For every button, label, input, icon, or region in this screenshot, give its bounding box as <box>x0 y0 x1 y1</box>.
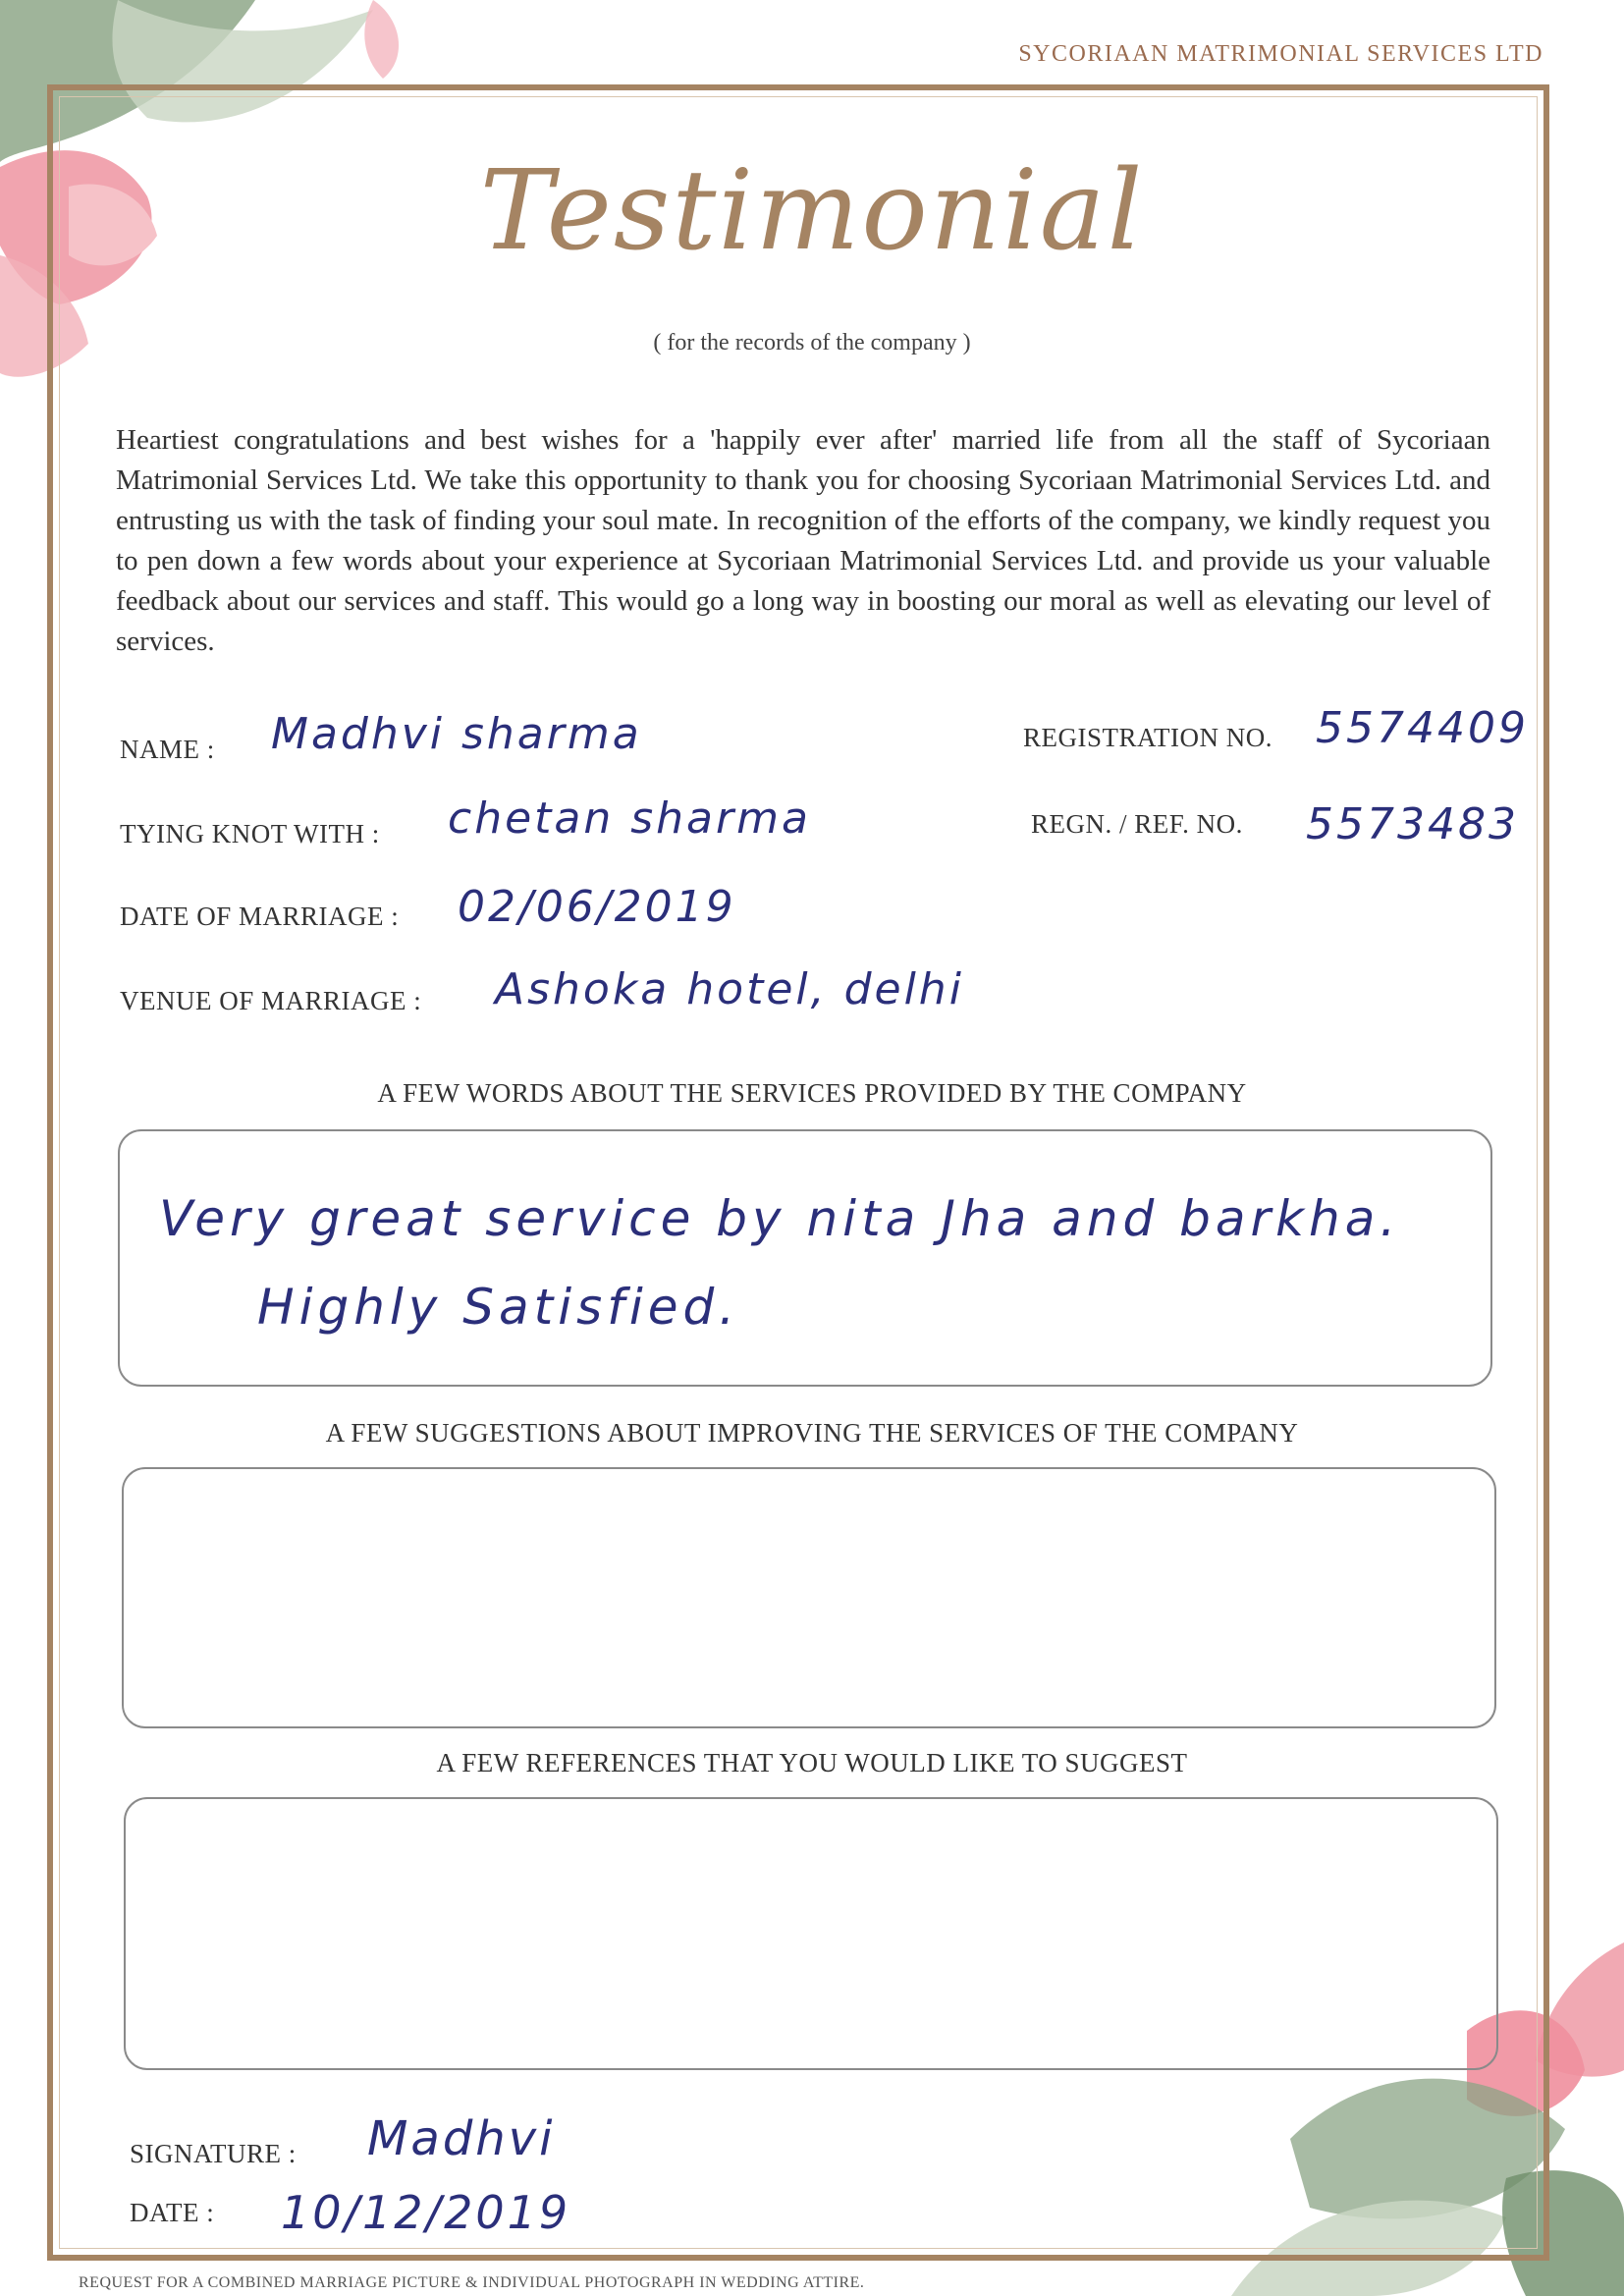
signature-date-value[interactable]: 10/12/2019 <box>281 2186 571 2239</box>
services-heading: A FEW WORDS ABOUT THE SERVICES PROVIDED BY THE COMPANY <box>377 1078 1247 1108</box>
name-label: NAME : <box>120 735 215 764</box>
signature-value[interactable]: Madhvi <box>367 2111 556 2166</box>
signature-label: SIGNATURE : <box>130 2139 297 2168</box>
page-subtitle: ( for the records of the company ) <box>653 330 971 355</box>
page-title: Testimonial <box>479 147 1145 275</box>
date-of-marriage-label: DATE OF MARRIAGE : <box>120 902 400 931</box>
signature-date-label: DATE : <box>130 2198 215 2227</box>
company-name-header: SYCORIAAN MATRIMONIAL SERVICES LTD <box>1018 41 1543 67</box>
regn-ref-label: REGN. / REF. NO. <box>1031 809 1243 839</box>
tying-knot-value[interactable]: chetan sharma <box>448 793 811 844</box>
services-feedback-line-2: Highly Satisfied. <box>257 1279 740 1336</box>
tying-knot-label: TYING KNOT WITH : <box>120 819 380 848</box>
name-value[interactable]: Madhvi sharma <box>271 709 642 759</box>
services-feedback-line-1: Very great service by nita Jha and barkha. <box>159 1190 1401 1247</box>
venue-value[interactable]: Ashoka hotel, delhi <box>495 964 964 1014</box>
services-feedback-box[interactable] <box>118 1129 1492 1387</box>
footer-note: REQUEST FOR A COMBINED MARRIAGE PICTURE & INDIVIDUAL PHOTOGRAPH IN WEDDING ATTIRE. <box>79 2274 865 2291</box>
registration-label: REGISTRATION NO. <box>1023 723 1272 752</box>
regn-ref-value[interactable]: 5573483 <box>1306 799 1519 849</box>
references-box[interactable] <box>124 1797 1498 2070</box>
references-heading: A FEW REFERENCES THAT YOU WOULD LIKE TO SUGGEST <box>436 1748 1188 1777</box>
registration-value[interactable]: 5574409 <box>1316 703 1529 753</box>
date-of-marriage-value[interactable]: 02/06/2019 <box>458 882 736 932</box>
suggestions-heading: A FEW SUGGESTIONS ABOUT IMPROVING THE SERVICES OF THE COMPANY <box>325 1418 1299 1448</box>
venue-label: VENUE OF MARRIAGE : <box>120 986 422 1015</box>
suggestions-box[interactable] <box>122 1467 1496 1728</box>
intro-paragraph: Heartiest congratulations and best wishes for a 'happily ever after' married life from all the staff of Sycoriaan Matrimonial Services Ltd. We take this opportunity to thank you for choosing Sycoriaan Matrimonial Services Ltd. and entrusting us with the task of finding your soul mate. In recognition of the efforts of the company, we kindly request you to pen down a few words about your experience at Sycoriaan Matrimonial Services Ltd. and provide us your valuable feedback about our services and staff. This would go a long way in boosting our moral as well as elevating our level of services. <box>116 424 1490 657</box>
